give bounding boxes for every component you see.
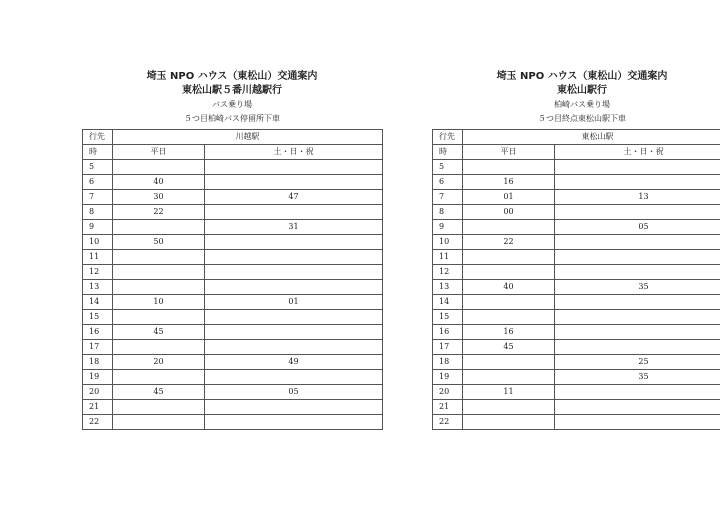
destination-value: 川越駅 (113, 130, 383, 145)
table-row (83, 235, 383, 250)
table-row (83, 250, 383, 265)
weekday-time-cell (113, 415, 205, 430)
holiday-time-cell (205, 340, 383, 355)
hour-header: 時 (433, 145, 463, 160)
holiday-time-cell (555, 325, 720, 340)
table-row (83, 190, 383, 205)
holiday-time-cell (205, 205, 383, 220)
hour-cell: 14 (433, 295, 463, 310)
route-subtitle: 東松山駅行 (557, 85, 607, 96)
weekday-time-cell: 45 (113, 385, 205, 400)
holiday-time-cell: 05 (205, 385, 383, 400)
table-row (83, 385, 383, 400)
table-row (433, 295, 720, 310)
holiday-time-cell (205, 160, 383, 175)
stop-description: ５つ目終点東松山駅下車 (538, 114, 626, 123)
hour-cell: 22 (433, 415, 463, 430)
table-row (83, 340, 383, 355)
hour-cell: 7 (433, 190, 463, 205)
table-row (83, 205, 383, 220)
weekday-time-cell: 20 (113, 355, 205, 370)
weekday-time-cell: 16 (463, 325, 555, 340)
hour-cell: 13 (433, 280, 463, 295)
table-row (83, 325, 383, 340)
timetable-kawagoe (82, 70, 382, 430)
holiday-time-cell (555, 205, 720, 220)
destination-header: 行先 (83, 130, 113, 145)
hour-cell: 12 (433, 265, 463, 280)
table-row (83, 175, 383, 190)
table-row (83, 160, 383, 175)
table-row (83, 415, 383, 430)
hour-header: 時 (83, 145, 113, 160)
table-row (433, 280, 720, 295)
holiday-time-cell (555, 235, 720, 250)
table-row (83, 400, 383, 415)
hour-cell: 17 (433, 340, 463, 355)
weekday-time-cell: 10 (113, 295, 205, 310)
holiday-time-cell (555, 400, 720, 415)
holiday-time-cell (555, 265, 720, 280)
table-row (433, 400, 720, 415)
holiday-time-cell (205, 175, 383, 190)
weekday-time-cell (113, 220, 205, 235)
hour-cell: 6 (83, 175, 113, 190)
weekday-time-cell: 45 (463, 340, 555, 355)
weekday-time-cell (463, 415, 555, 430)
hour-cell: 5 (433, 160, 463, 175)
holiday-time-cell (555, 160, 720, 175)
weekday-time-cell (113, 280, 205, 295)
column-header-row (83, 145, 383, 160)
holiday-time-cell (205, 265, 383, 280)
weekday-time-cell (463, 310, 555, 325)
hour-cell: 22 (83, 415, 113, 430)
holiday-time-cell: 01 (205, 295, 383, 310)
holiday-time-cell (205, 250, 383, 265)
hour-cell: 14 (83, 295, 113, 310)
page-title: 埼玉 NPO ハウス（東松山）交通案内 (146, 71, 318, 82)
holiday-time-cell: 31 (205, 220, 383, 235)
weekday-time-cell (113, 400, 205, 415)
weekday-time-cell: 40 (463, 280, 555, 295)
table-row (83, 355, 383, 370)
schedule-table (82, 129, 383, 430)
holiday-time-cell (205, 415, 383, 430)
destination-value: 東松山駅 (463, 130, 720, 145)
weekday-time-cell (463, 295, 555, 310)
hour-cell: 20 (433, 385, 463, 400)
weekday-time-cell: 01 (463, 190, 555, 205)
holiday-time-cell: 05 (555, 220, 720, 235)
holiday-time-cell (205, 325, 383, 340)
hour-cell: 20 (83, 385, 113, 400)
holiday-time-cell (205, 400, 383, 415)
hour-cell: 9 (83, 220, 113, 235)
page-title: 埼玉 NPO ハウス（東松山）交通案内 (496, 71, 668, 82)
holiday-time-cell (555, 175, 720, 190)
table-row (433, 385, 720, 400)
holiday-time-cell (555, 310, 720, 325)
table-row (433, 355, 720, 370)
table-row (83, 295, 383, 310)
hour-cell: 8 (83, 205, 113, 220)
table-row (433, 235, 720, 250)
hour-cell: 16 (83, 325, 113, 340)
weekday-header: 平日 (463, 145, 555, 160)
hour-cell: 9 (433, 220, 463, 235)
table-row (433, 190, 720, 205)
holiday-time-cell (555, 250, 720, 265)
schedule-table (432, 129, 720, 430)
table-row (433, 160, 720, 175)
table-row (433, 370, 720, 385)
weekday-time-cell: 00 (463, 205, 555, 220)
table-row (433, 340, 720, 355)
weekday-time-cell (113, 310, 205, 325)
table-row (433, 415, 720, 430)
hour-cell: 6 (433, 175, 463, 190)
weekday-time-cell (113, 160, 205, 175)
table-row (433, 250, 720, 265)
hour-cell: 18 (83, 355, 113, 370)
hour-cell: 7 (83, 190, 113, 205)
table-row (433, 310, 720, 325)
hour-cell: 15 (83, 310, 113, 325)
weekday-time-cell (463, 160, 555, 175)
holiday-time-cell (555, 415, 720, 430)
hour-cell: 8 (433, 205, 463, 220)
stop-description: ５つ目柏崎バス停留所下車 (184, 114, 280, 123)
destination-row (433, 130, 720, 145)
hour-cell: 21 (83, 400, 113, 415)
schedule-body (433, 130, 720, 430)
table-row (83, 265, 383, 280)
table-row (433, 325, 720, 340)
holiday-header: 土・日・祝 (205, 145, 383, 160)
weekday-time-cell (463, 370, 555, 385)
hour-cell: 5 (83, 160, 113, 175)
hour-cell: 10 (83, 235, 113, 250)
weekday-time-cell: 40 (113, 175, 205, 190)
destination-header: 行先 (433, 130, 463, 145)
holiday-time-cell: 35 (555, 280, 720, 295)
hour-cell: 10 (433, 235, 463, 250)
route-subtitle: 東松山駅５番川越駅行 (182, 85, 282, 96)
stop-label: 柏崎バス乗り場 (554, 100, 610, 109)
holiday-time-cell (205, 310, 383, 325)
weekday-time-cell (463, 265, 555, 280)
weekday-time-cell: 16 (463, 175, 555, 190)
table-row (83, 220, 383, 235)
table-row (83, 310, 383, 325)
weekday-time-cell (463, 220, 555, 235)
hour-cell: 11 (83, 250, 113, 265)
weekday-time-cell (113, 265, 205, 280)
table-row (83, 280, 383, 295)
weekday-time-cell: 22 (113, 205, 205, 220)
weekday-time-cell: 30 (113, 190, 205, 205)
timetable-higashimatsuyama (432, 70, 720, 430)
holiday-time-cell: 13 (555, 190, 720, 205)
schedule-body (83, 130, 383, 430)
hour-cell: 21 (433, 400, 463, 415)
holiday-time-cell (205, 235, 383, 250)
holiday-time-cell (205, 280, 383, 295)
weekday-time-cell (463, 355, 555, 370)
holiday-time-cell (555, 385, 720, 400)
holiday-time-cell: 49 (205, 355, 383, 370)
hour-cell: 16 (433, 325, 463, 340)
weekday-time-cell (463, 250, 555, 265)
holiday-time-cell (555, 295, 720, 310)
weekday-time-cell: 50 (113, 235, 205, 250)
holiday-time-cell: 25 (555, 355, 720, 370)
table-row (433, 175, 720, 190)
holiday-time-cell: 47 (205, 190, 383, 205)
timetable-header (82, 70, 382, 129)
table-row (83, 370, 383, 385)
holiday-header: 土・日・祝 (555, 145, 720, 160)
weekday-header: 平日 (113, 145, 205, 160)
hour-cell: 13 (83, 280, 113, 295)
weekday-time-cell: 11 (463, 385, 555, 400)
destination-row (83, 130, 383, 145)
timetable-header (432, 70, 720, 129)
stop-label: バス乗り場 (212, 100, 252, 109)
weekday-time-cell: 22 (463, 235, 555, 250)
table-row (433, 220, 720, 235)
hour-cell: 11 (433, 250, 463, 265)
hour-cell: 17 (83, 340, 113, 355)
holiday-time-cell (555, 340, 720, 355)
weekday-time-cell (463, 400, 555, 415)
holiday-time-cell: 35 (555, 370, 720, 385)
column-header-row (433, 145, 720, 160)
weekday-time-cell: 45 (113, 325, 205, 340)
table-row (433, 265, 720, 280)
hour-cell: 18 (433, 355, 463, 370)
hour-cell: 19 (433, 370, 463, 385)
weekday-time-cell (113, 340, 205, 355)
table-row (433, 205, 720, 220)
hour-cell: 12 (83, 265, 113, 280)
weekday-time-cell (113, 370, 205, 385)
hour-cell: 15 (433, 310, 463, 325)
hour-cell: 19 (83, 370, 113, 385)
weekday-time-cell (113, 250, 205, 265)
holiday-time-cell (205, 370, 383, 385)
